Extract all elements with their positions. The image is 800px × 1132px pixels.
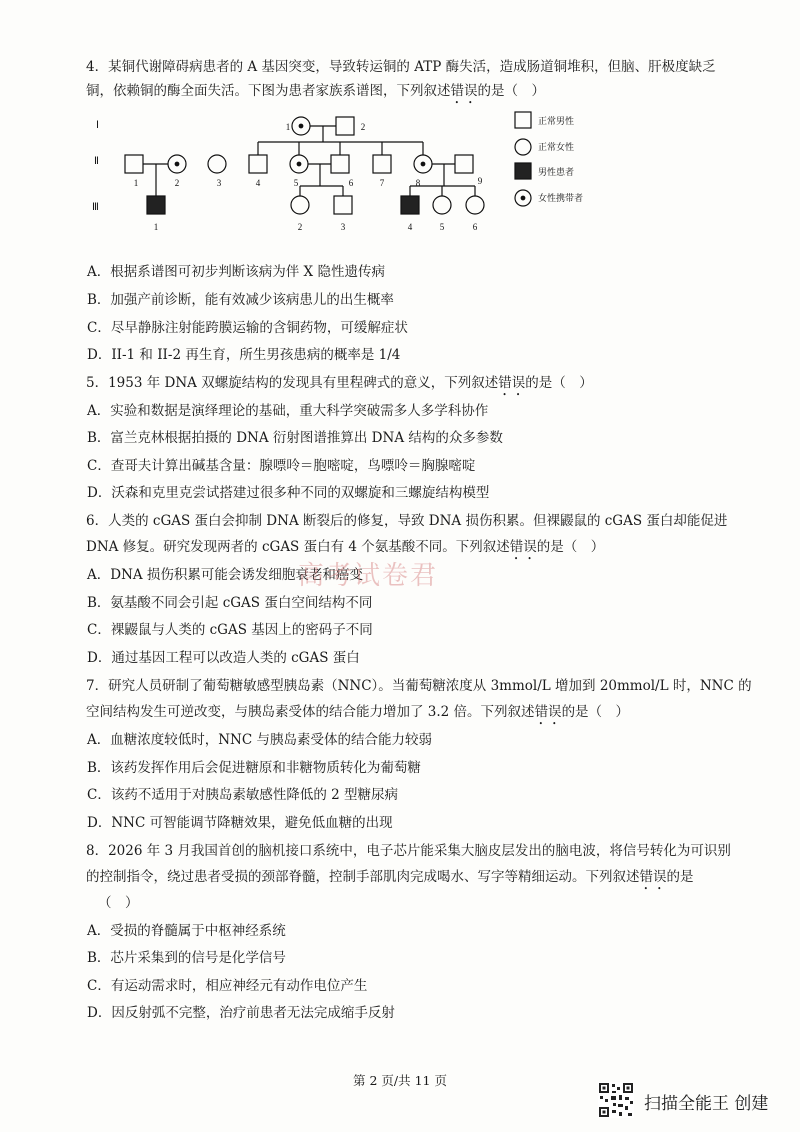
q6-option-a: A．DNA 损伤积累可能会诱发细胞衰老和癌变	[87, 567, 363, 583]
q5-option-a: A．实验和数据是演绎理论的基础，重大科学突破需多人多学科协作	[87, 403, 489, 419]
label-II-6: 6	[348, 178, 354, 188]
qr-code-icon	[598, 1082, 634, 1118]
q7-option-d: D．NNC 可智能调节降糖效果，避免低血糖的出现	[87, 815, 393, 831]
label-III-2: 2	[297, 222, 303, 232]
label-II-3: 3	[216, 178, 222, 188]
person-II-1	[125, 155, 143, 173]
q7-stem-line2: 空间结构发生可逆改变，与胰岛素受体的结合能力增加了 3.2 倍。下列叙述错误的是（ ）	[86, 704, 630, 720]
q4-option-a: A．根据系谱图可初步判断该病为伴 X 隐性遗传病	[87, 264, 385, 280]
q6-option-b: B．氨基酸不同会引起 cGAS 蛋白空间结构不同	[87, 595, 373, 611]
label-III-4: 4	[407, 222, 413, 232]
q4-stem-line1: 4．某铜代谢障碍病患者的 A 基因突变，导致转运铜的 ATP 酶失活，造成肠道铜堆积，但脑、肝极度缺乏	[86, 59, 716, 75]
person-III-6	[466, 196, 484, 214]
label-I-1: 1	[285, 122, 291, 132]
q6-option-d: D．通过基因工程可以改造人类的 cGAS 蛋白	[87, 650, 360, 666]
legend-normal-female: 正常女性	[538, 143, 575, 153]
gen-label-3: Ⅲ	[92, 202, 99, 213]
legend-affected-male-icon	[515, 163, 531, 179]
q4-option-b: B．加强产前诊断，能有效减少该病患儿的出生概率	[87, 292, 394, 308]
q5-option-c: C．查哥夫计算出碱基含量：腺嘌呤＝胞嘧啶，鸟嘌呤＝胸腺嘧啶	[87, 458, 476, 474]
q6-stem-line2: DNA 修复。研究发现两者的 cGAS 蛋白有 4 个氨基酸不同。下列叙述错误的是（ ）	[86, 539, 605, 555]
person-III-5	[433, 196, 451, 214]
label-II-7: 7	[379, 178, 385, 188]
q4-stem-line2: 铜，依赖铜的酶全面失活。下图为患者家族系谱图，下列叙述错误的是（ ）	[86, 83, 545, 99]
person-III-1	[147, 196, 165, 214]
label-II-5: 5	[293, 178, 299, 188]
label-III-5: 5	[439, 222, 445, 232]
q4-option-c: C．尽早静脉注射能跨膜运输的含铜药物，可缓解症状	[87, 320, 408, 336]
gen-label-2: Ⅱ	[94, 156, 99, 167]
label-III-1: 1	[153, 222, 159, 232]
label-II-2: 2	[174, 178, 180, 188]
q8-option-c: C．有运动需求时，相应神经元有动作电位产生	[87, 978, 368, 994]
person-II-3	[208, 155, 226, 173]
q5-stem: 5．1953 年 DNA 双螺旋结构的发现具有里程碑式的意义，下列叙述错误的是（ ）	[86, 375, 593, 391]
q8-stem-line1: 8．2026 年 3 月我国首创的脑机接口系统中，电子芯片能采集大脑皮层发出的脑电波，将信号转化为可识别	[86, 843, 731, 859]
q8-option-a: A．受损的脊髓属于中枢神经系统	[87, 923, 286, 939]
scanner-badge	[596, 1080, 800, 1120]
label-III-6: 6	[472, 222, 478, 232]
gen-label-1: Ⅰ	[96, 120, 99, 131]
label-I-2: 2	[360, 122, 366, 132]
person-II-6	[331, 155, 349, 173]
label-II-4: 4	[255, 178, 261, 188]
q8-stem-line3: （ ）	[98, 895, 139, 911]
legend-normal-male-icon	[515, 112, 531, 128]
q8-option-d: D．因反射弧不完整，治疗前患者无法完成缩手反射	[87, 1005, 395, 1021]
q6-option-c: C．裸鼹鼠与人类的 cGAS 基因上的密码子不同	[87, 622, 373, 638]
person-III-2	[291, 196, 309, 214]
person-II-9	[455, 155, 473, 173]
q7-option-a: A．血糖浓度较低时，NNC 与胰岛素受体的结合能力较弱	[87, 732, 432, 748]
q7-option-b: B．该药发挥作用后会促进糖原和非糖物质转化为葡萄糖	[87, 760, 421, 776]
q8-stem-line2: 的控制指令，绕过患者受损的颈部脊髓，控制手部肌肉完成喝水、写字等精细运动。下列叙述错误的是	[86, 869, 694, 885]
q4-option-d: D．II-1 和 II-2 再生育，所生男孩患病的概率是 1/4	[87, 347, 401, 363]
legend-carrier-female: 女性携带者	[538, 194, 584, 204]
person-II-7	[373, 155, 391, 173]
label-II-9: 9	[477, 176, 483, 186]
scanner-label: 扫描全能王 创建	[644, 1094, 769, 1114]
q7-option-c: C．该药不适用于对胰岛素敏感性降低的 2 型糖尿病	[87, 787, 399, 803]
q6-stem-line1: 6．人类的 cGAS 蛋白会抑制 DNA 断裂后的修复，导致 DNA 损伤积累。但裸鼹鼠的 cGAS 蛋白却能促进	[86, 513, 728, 529]
q5-option-d: D．沃森和克里克尝试搭建过很多种不同的双螺旋和三螺旋结构模型	[87, 485, 490, 501]
legend-affected-male: 男性患者	[538, 168, 575, 178]
person-III-3	[334, 196, 352, 214]
label-III-3: 3	[340, 222, 346, 232]
label-II-1: 1	[133, 178, 139, 188]
person-III-4	[401, 196, 419, 214]
legend-normal-female-icon	[515, 139, 531, 155]
page-number: 第 2 页/共 11 页	[353, 1073, 447, 1088]
label-II-8: 8	[415, 178, 421, 188]
q5-option-b: B．富兰克林根据拍摄的 DNA 衍射图谱推算出 DNA 结构的众多参数	[87, 430, 503, 446]
watermark: 高考试卷君	[298, 561, 439, 591]
q7-stem-line1: 7．研究人员研制了葡萄糖敏感型胰岛素（NNC）。当葡萄糖浓度从 3mmol/L 增加到 20mmol/L 时，NNC 的	[86, 678, 752, 694]
q8-option-b: B．芯片采集到的信号是化学信号	[87, 950, 286, 966]
legend-normal-male: 正常男性	[538, 117, 575, 127]
pedigree-chart	[80, 108, 720, 236]
person-II-4	[249, 155, 267, 173]
person-I-2	[336, 117, 354, 135]
